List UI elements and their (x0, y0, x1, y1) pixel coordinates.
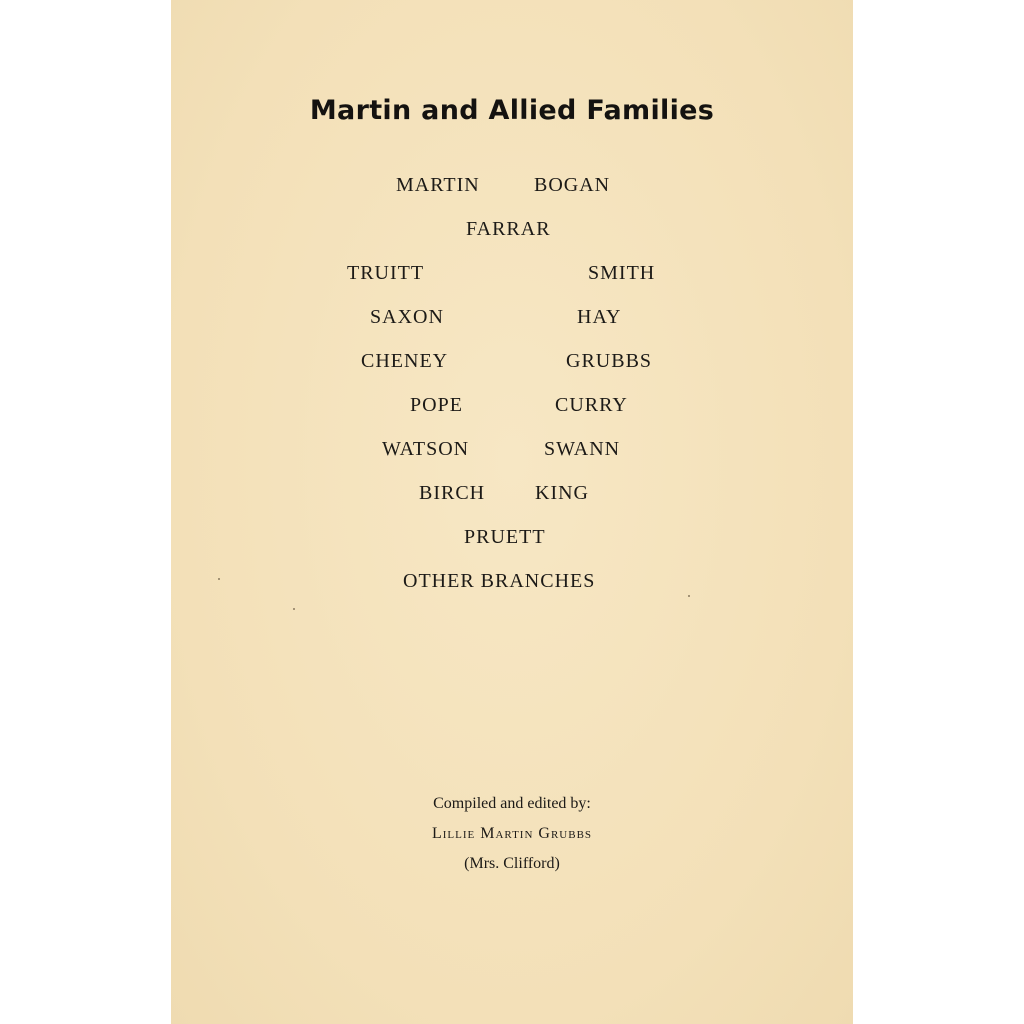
family-swann: SWANN (544, 438, 621, 460)
paper-speck (688, 595, 690, 597)
family-cheney: CHENEY (361, 350, 449, 372)
family-other-branches: OTHER BRANCHES (403, 570, 596, 592)
book-page (171, 0, 853, 1024)
family-pruett: PRUETT (464, 526, 546, 548)
credit-compiled-by: Compiled and edited by: (433, 795, 591, 812)
family-truitt: TRUITT (347, 262, 425, 284)
family-hay: HAY (577, 306, 622, 328)
paper-speck (218, 578, 220, 580)
family-birch: BIRCH (419, 482, 486, 504)
family-curry: CURRY (555, 394, 628, 416)
family-farrar: FARRAR (466, 218, 551, 240)
credit-author: Lillie Martin Grubbs (431, 825, 593, 842)
credit-author-note: (Mrs. Clifford) (464, 855, 560, 872)
family-watson: WATSON (382, 438, 470, 460)
paper-speck (293, 608, 295, 610)
family-king: KING (535, 482, 589, 504)
family-saxon: SAXON (370, 306, 444, 328)
family-martin: MARTIN (396, 174, 480, 196)
family-smith: SMITH (588, 262, 656, 284)
family-grubbs: GRUBBS (566, 350, 653, 372)
family-pope: POPE (410, 394, 463, 416)
page-title: Martin and Allied Families (309, 95, 715, 126)
family-bogan: BOGAN (534, 174, 611, 196)
